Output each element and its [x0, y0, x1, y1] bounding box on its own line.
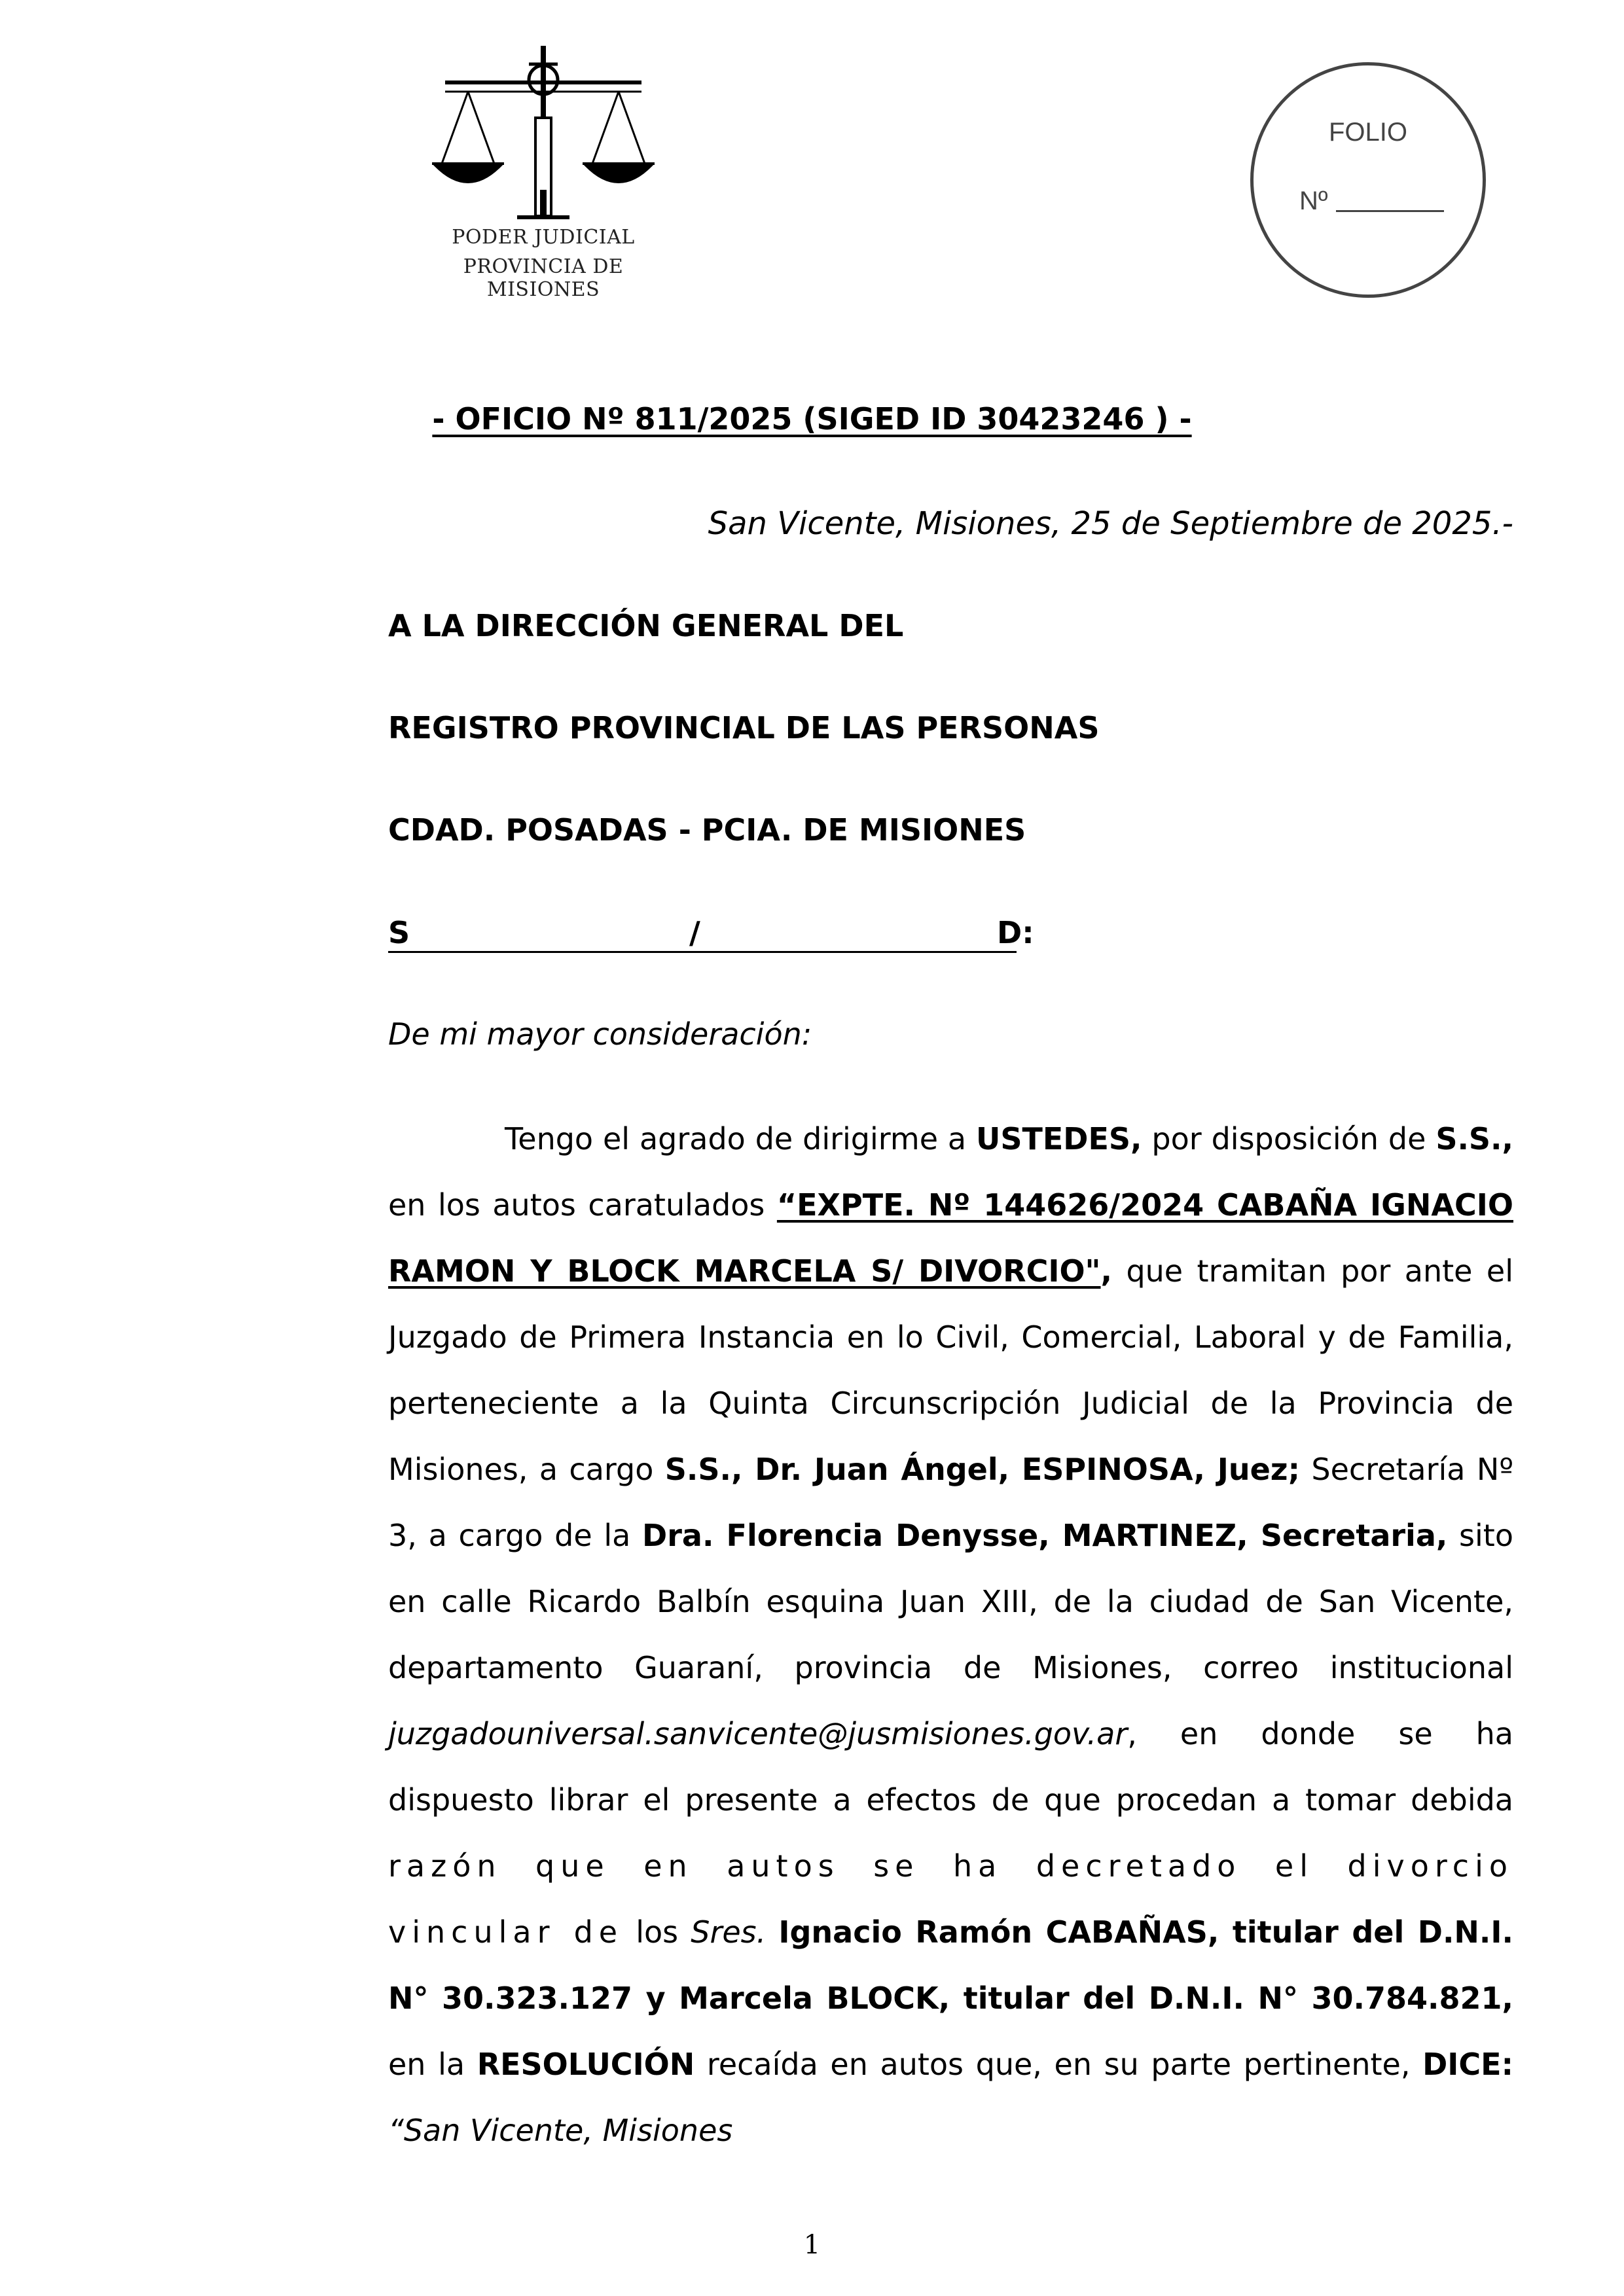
body-bold-run: DICE: — [1422, 2047, 1513, 2082]
body-paragraph — [388, 1106, 1513, 2164]
logo-text-line-1: PODER JUDICIAL — [452, 226, 635, 249]
case-title: “EXPTE. Nº 144626/2024 CABAÑA IGNACIO RAMON Y BLOCK MARCELA S/ DIVORCIO" — [388, 1187, 1513, 1289]
body-text-run — [766, 1914, 778, 1950]
body-text-run: sito en calle Ricardo Balbín esquina Juan XIII, de la ciudad de San Vicente, departamento Guaraní, provincia de Misiones, correo institucional — [388, 1518, 1513, 1685]
folio-number-label: Nº — [1299, 187, 1328, 215]
body-italic-run: Sres. — [691, 1914, 767, 1950]
secretary-name: Dra. Florencia Denysse, MARTINEZ, Secretaria, — [642, 1518, 1448, 1553]
body-italic-run: “San Vicente, Misiones — [388, 2113, 733, 2148]
body-text-run-spaced: razón que en autos se ha decretado el divorcio vincular de — [388, 1848, 1513, 1950]
body-bold-run: , — [1100, 1253, 1112, 1289]
scales-of-justice-icon — [406, 39, 681, 223]
folio-label: FOLIO — [1328, 118, 1408, 147]
sd-s: S — [388, 915, 410, 950]
body-text-run: en los autos caratulados — [388, 1187, 777, 1223]
addressee-line-2: REGISTRO PROVINCIAL DE LAS PERSONAS — [388, 710, 1100, 745]
date-line: San Vicente, Misiones, 25 de Septiembre de 2025.- — [708, 505, 1513, 542]
sd-line — [388, 900, 1043, 965]
sd-underline — [388, 951, 1017, 953]
court-logo — [406, 39, 681, 301]
sd-slash: / — [689, 915, 700, 950]
folio-number-row — [1299, 187, 1444, 216]
judge-name: S.S., Dr. Juan Ángel, ESPINOSA, Juez; — [664, 1452, 1300, 1487]
body-text-run: los — [623, 1914, 691, 1950]
body-bold-run: RESOLUCIÓN — [477, 2047, 695, 2082]
body-text — [388, 1106, 1513, 2164]
salutation: De mi mayor consideración: — [388, 1016, 812, 1052]
body-bold-run: S.S., — [1435, 1121, 1513, 1157]
institutional-email: juzgadouniversal.sanvicente@jusmisiones.gov.ar — [388, 1716, 1128, 1751]
folio-number-blank-line — [1336, 210, 1444, 212]
body-text-run: por disposición de — [1142, 1121, 1436, 1157]
body-text-run: , en donde se ha dispuesto librar el presente a efectos de que procedan a tomar debida — [388, 1716, 1513, 1818]
body-text-run: en la — [388, 2047, 477, 2082]
addressee-line-1: A LA DIRECCIÓN GENERAL DEL — [388, 608, 904, 643]
sd-d-letter: D — [997, 915, 1022, 950]
body-bold-run: USTEDES, — [976, 1121, 1142, 1157]
document-title: - OFICIO Nº 811/2025 (SIGED ID 30423246 ) - — [432, 401, 1192, 437]
body-text-run: Tengo el agrado de dirigirme a — [505, 1121, 977, 1157]
folio-stamp — [1250, 62, 1486, 298]
page-number: 1 — [803, 2230, 821, 2260]
addressee-line-3: CDAD. POSADAS - PCIA. DE MISIONES — [388, 812, 1026, 848]
body-text-run: Secretaría Nº 3, a cargo de la — [388, 1452, 1513, 1553]
sd-colon: : — [1022, 915, 1034, 950]
body-text-run: que tramitan por ante el Juzgado de Primera Instancia en lo Civil, Comercial, Laboral y de Familia, perteneciente a la Quinta Circunscripción Judicial de la Provincia de Misiones, a cargo — [388, 1253, 1513, 1487]
body-text-run: recaída en autos que, en su parte pertinente, — [695, 2047, 1423, 2082]
logo-text-line-2: PROVINCIA DE MISIONES — [463, 255, 624, 301]
parties-names: Ignacio Ramón CABAÑAS, titular del D.N.I. N° 30.323.127 y Marcela BLOCK, titular del D.N.I. N° 30.784.821, — [388, 1914, 1513, 2016]
sd-d — [997, 900, 1034, 965]
